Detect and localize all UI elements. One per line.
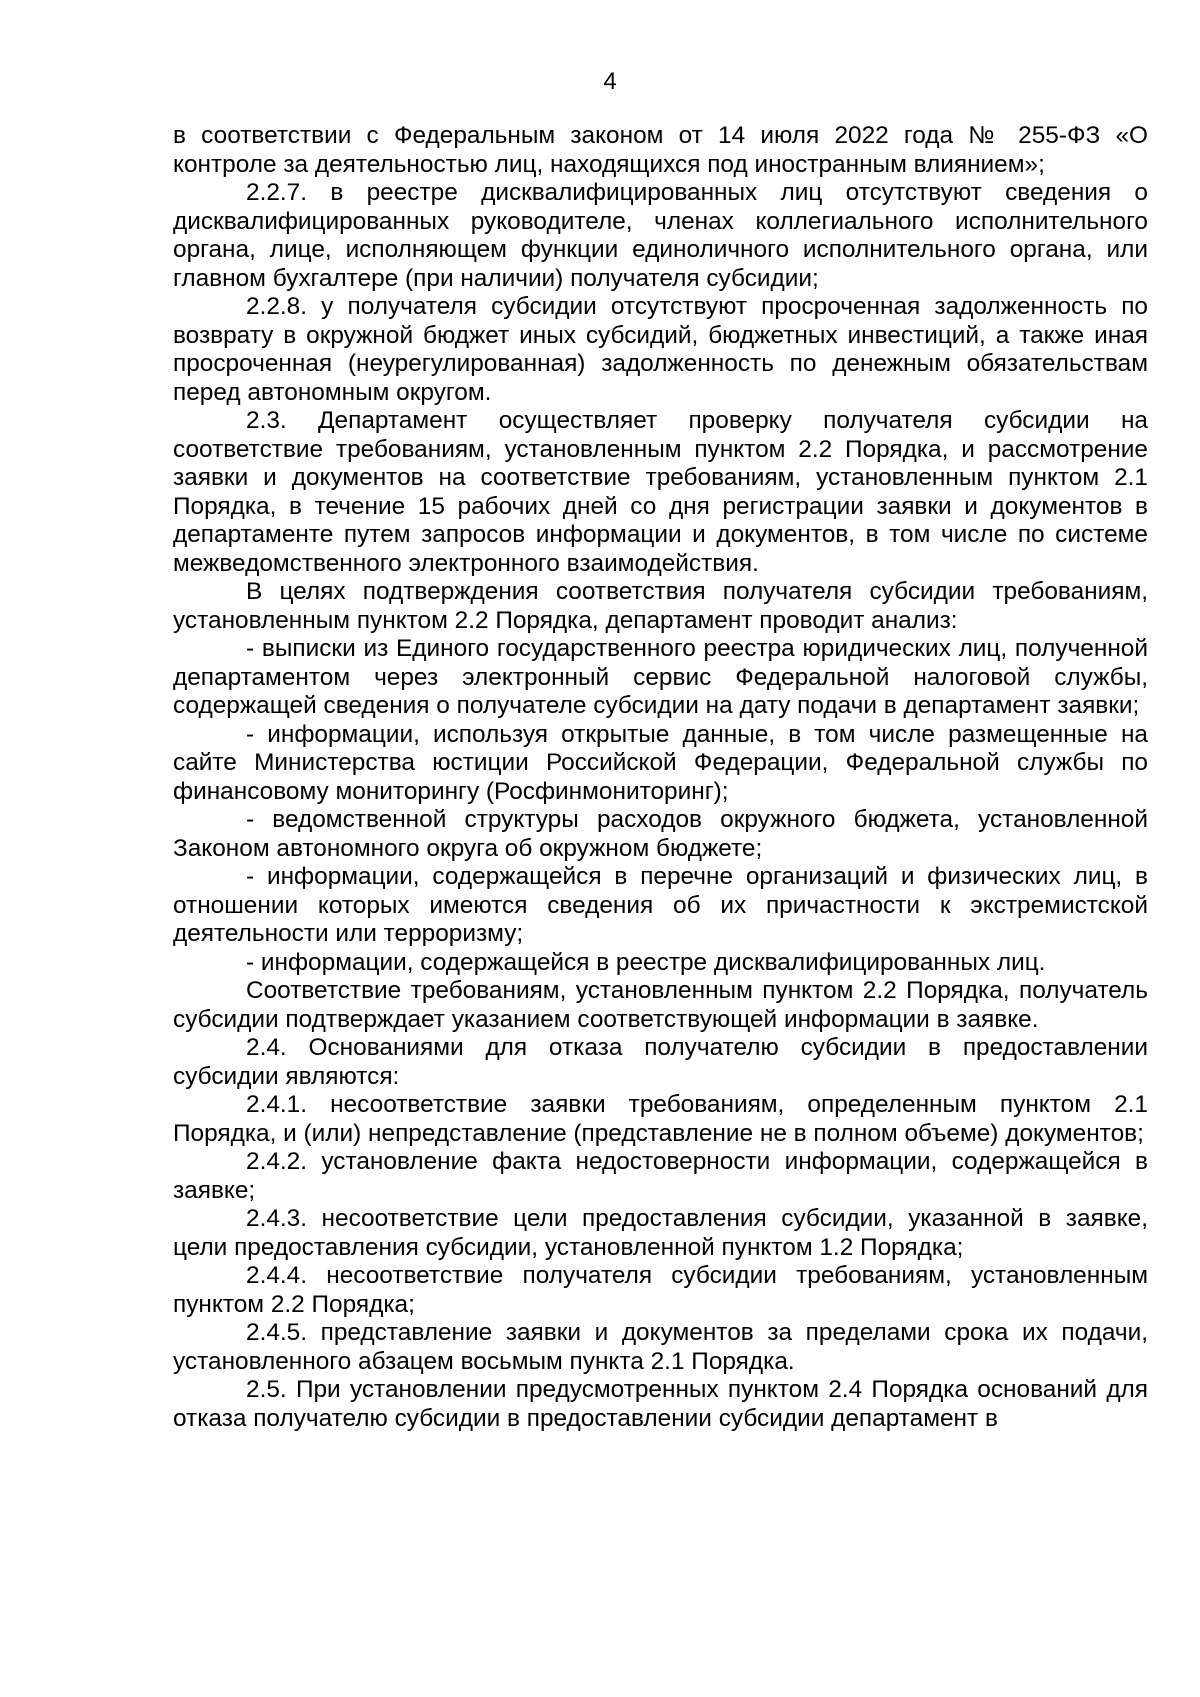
paragraph-2-4-3: 2.4.3. несоответствие цели предоставления субсидии, указанной в заявке, цели предоставления субсидии, установленной пунктом 1.2 Порядка; [173, 1205, 1148, 1261]
list-item-extremism-list: - информации, содержащейся в перечне организаций и физических лиц, в отношении которых имеются сведения об их причастности к экстремистской деятельности или терроризму; [173, 863, 1148, 947]
page-number: 4 [603, 68, 617, 95]
paragraph-2-4: 2.4. Основаниями для отказа получателю субсидии в предоставлении субсидии являются: [173, 1034, 1148, 1090]
paragraph-2-2-7: 2.2.7. в реестре дисквалифицированных лиц отсутствуют сведения о дисквалифицированных руководителе, членах коллегиального исполнительного органа, лице, исполняющем функции единоличного исполнительного органа, или главном бухгалтере (при наличии) получателя субсидии; [173, 179, 1148, 292]
paragraph-2-5: 2.5. При установлении предусмотренных пунктом 2.4 Порядка оснований для отказа получателю субсидии в предоставлении субсидии департамент в [173, 1376, 1148, 1432]
paragraph-2-3: 2.3. Департамент осуществляет проверку получателя субсидии на соответствие требованиям, установленным пунктом 2.2 Порядка, и рассмотрение заявки и документов на соответствие требованиям, установленным пунктом 2.1 Порядка, в течение 15 рабочих дней со дня регистрации заявки и документов в департаменте путем запросов информации и документов, в том числе по системе межведомственного электронного взаимодействия. [173, 407, 1148, 577]
paragraph-2-4-5: 2.4.5. представление заявки и документов за пределами срока их подачи, установленного абзацем восьмым пункта 2.1 Порядка. [173, 1319, 1148, 1375]
paragraph-analysis-intro: В целях подтверждения соответствия получателя субсидии требованиям, установленным пунктом 2.2 Порядка, департамент проводит анализ: [173, 578, 1148, 634]
paragraph-2-2-8: 2.2.8. у получателя субсидии отсутствуют просроченная задолженность по возврату в окружной бюджет иных субсидий, бюджетных инвестиций, а также иная просроченная (неурегулированная) задолженность по денежным обязательствам перед автономным округом. [173, 293, 1148, 406]
paragraph-2-4-4: 2.4.4. несоответствие получателя субсидии требованиям, установленным пунктом 2.2 Порядка; [173, 1262, 1148, 1318]
list-item-egrul-extract: - выписки из Единого государственного реестра юридических лиц, полученной департаментом через электронный сервис Федеральной налоговой службы, содержащей сведения о получателе субсидии на дату подачи в департамент заявки; [173, 635, 1148, 719]
paragraph-2-4-1: 2.4.1. несоответствие заявки требованиям, определенным пунктом 2.1 Порядка, и (или) непредставление (представление не в полном объеме) документов; [173, 1091, 1148, 1147]
document-body [173, 122, 1148, 1433]
list-item-budget-structure: - ведомственной структуры расходов окружного бюджета, установленной Законом автономного округа об окружном бюджете; [173, 806, 1148, 862]
paragraph-compliance-confirmation: Соответствие требованиям, установленным пунктом 2.2 Порядка, получатель субсидии подтверждает указанием соответствующей информации в заявке. [173, 977, 1148, 1033]
paragraph-continuation: в соответствии с Федеральным законом от 14 июля 2022 года № 255-ФЗ «О контроле за деятельностью лиц, находящихся под иностранным влиянием»; [173, 122, 1148, 178]
list-item-open-data: - информации, используя открытые данные, в том числе размещенные на сайте Министерства юстиции Российской Федерации, Федеральной службы по финансовому мониторингу (Росфинмониторинг); [173, 720, 1148, 805]
paragraph-2-4-2: 2.4.2. установление факта недостоверности информации, содержащейся в заявке; [173, 1148, 1148, 1204]
list-item-disqualified-registry: - информации, содержащейся в реестре дисквалифицированных лиц. [246, 948, 1046, 976]
